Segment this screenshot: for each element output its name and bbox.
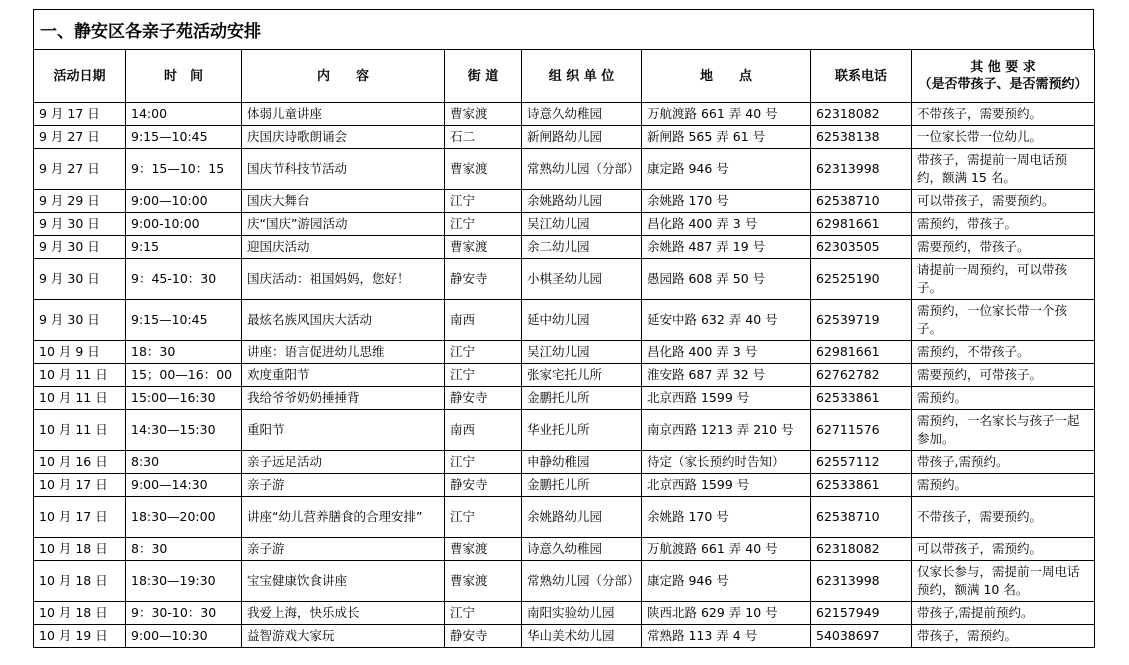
table-row	[34, 149, 1095, 190]
cell-other: 需预约，带孩子。	[912, 213, 1095, 236]
table-row	[34, 341, 1095, 364]
cell-phone: 62762782	[811, 364, 912, 387]
cell-content: 亲子游	[242, 474, 445, 497]
cell-other: 带孩子,需提前预约。	[912, 602, 1095, 625]
cell-other: 带孩子,需预约。	[912, 451, 1095, 474]
table-row	[34, 103, 1095, 126]
cell-street: 江宁	[445, 364, 522, 387]
cell-content: 我爱上海，快乐成长	[242, 602, 445, 625]
cell-street: 江宁	[445, 341, 522, 364]
cell-content: 我给爷爷奶奶捶捶背	[242, 387, 445, 410]
cell-street: 南西	[445, 300, 522, 341]
cell-other: 需预约。	[912, 474, 1095, 497]
cell-content: 讲座“幼儿营养膳食的合理安排”	[242, 497, 445, 538]
cell-street: 曹家渡	[445, 538, 522, 561]
cell-place: 昌化路 400 弄 3 号	[642, 341, 811, 364]
cell-phone: 62711576	[811, 410, 912, 451]
cell-street: 静安寺	[445, 474, 522, 497]
table-row	[34, 474, 1095, 497]
col-content: 内 容	[242, 50, 445, 103]
col-place: 地 点	[642, 50, 811, 103]
cell-content: 体弱儿童讲座	[242, 103, 445, 126]
cell-time: 8：30	[126, 538, 242, 561]
cell-content: 庆国庆诗歌朗诵会	[242, 126, 445, 149]
cell-place: 陕西北路 629 弄 10 号	[642, 602, 811, 625]
cell-time: 9:00-10:00	[126, 213, 242, 236]
cell-place: 北京西路 1599 号	[642, 474, 811, 497]
cell-phone: 62157949	[811, 602, 912, 625]
cell-street: 曹家渡	[445, 561, 522, 602]
cell-content: 迎国庆活动	[242, 236, 445, 259]
cell-date: 10 月 18 日	[34, 602, 126, 625]
cell-other: 一位家长带一位幼儿。	[912, 126, 1095, 149]
cell-org: 延中幼儿园	[522, 300, 642, 341]
cell-date: 9 月 30 日	[34, 259, 126, 300]
cell-other: 不带孩子，需要预约。	[912, 497, 1095, 538]
table-row	[34, 364, 1095, 387]
activity-table	[33, 49, 1095, 648]
cell-content: 庆“国庆”游园活动	[242, 213, 445, 236]
table-row	[34, 410, 1095, 451]
table-row	[34, 625, 1095, 648]
cell-time: 18:30—19:30	[126, 561, 242, 602]
section-title: 一、静安区各亲子苑活动安排	[33, 9, 1094, 49]
col-other-line2: （是否带孩子、是否需预约）	[918, 77, 1088, 92]
cell-org: 华山美术幼儿园	[522, 625, 642, 648]
cell-org: 申静幼稚园	[522, 451, 642, 474]
cell-place: 余姚路 487 弄 19 号	[642, 236, 811, 259]
cell-street: 静安寺	[445, 625, 522, 648]
cell-phone: 62981661	[811, 213, 912, 236]
cell-org: 张家宅托儿所	[522, 364, 642, 387]
cell-phone: 62533861	[811, 474, 912, 497]
header-row	[34, 50, 1095, 103]
cell-place: 常熟路 113 弄 4 号	[642, 625, 811, 648]
cell-other: 可以带孩子，需要预约。	[912, 190, 1095, 213]
cell-phone: 54038697	[811, 625, 912, 648]
cell-date: 9 月 27 日	[34, 126, 126, 149]
cell-phone: 62313998	[811, 561, 912, 602]
col-time: 时 间	[126, 50, 242, 103]
cell-date: 9 月 29 日	[34, 190, 126, 213]
cell-place: 余姚路 170 号	[642, 497, 811, 538]
cell-content: 欢度重阳节	[242, 364, 445, 387]
cell-place: 康定路 946 号	[642, 561, 811, 602]
cell-content: 重阳节	[242, 410, 445, 451]
cell-other: 仅家长参与，需提前一周电话预约，额满 10 名。	[912, 561, 1095, 602]
cell-other: 带孩子，需提前一周电话预约，额满 15 名。	[912, 149, 1095, 190]
cell-time: 8:30	[126, 451, 242, 474]
col-other-line1: 其 他 要 求	[970, 60, 1036, 75]
cell-time: 14:00	[126, 103, 242, 126]
cell-date: 10 月 11 日	[34, 387, 126, 410]
cell-other: 不带孩子，需要预约。	[912, 103, 1095, 126]
cell-time: 9:00—10:00	[126, 190, 242, 213]
cell-phone: 62539719	[811, 300, 912, 341]
cell-other: 可以带孩子，需预约。	[912, 538, 1095, 561]
cell-org: 南阳实验幼儿园	[522, 602, 642, 625]
cell-phone: 62525190	[811, 259, 912, 300]
cell-content: 国庆活动：祖国妈妈，您好！	[242, 259, 445, 300]
table-row	[34, 213, 1095, 236]
col-phone: 联系电话	[811, 50, 912, 103]
table-body	[34, 103, 1095, 648]
cell-date: 10 月 18 日	[34, 561, 126, 602]
cell-phone: 62538710	[811, 497, 912, 538]
cell-date: 10 月 17 日	[34, 497, 126, 538]
cell-other: 带孩子，需预约。	[912, 625, 1095, 648]
cell-content: 宝宝健康饮食讲座	[242, 561, 445, 602]
cell-phone: 62318082	[811, 538, 912, 561]
cell-street: 江宁	[445, 451, 522, 474]
table-row	[34, 538, 1095, 561]
cell-other: 需预约，一名家长与孩子一起参加。	[912, 410, 1095, 451]
cell-street: 曹家渡	[445, 103, 522, 126]
cell-time: 15:00—16:30	[126, 387, 242, 410]
table-row	[34, 236, 1095, 259]
cell-time: 9:15	[126, 236, 242, 259]
cell-other: 需要预约，带孩子。	[912, 236, 1095, 259]
cell-time: 9:00—10:30	[126, 625, 242, 648]
cell-date: 10 月 16 日	[34, 451, 126, 474]
cell-other: 请提前一周预约，可以带孩子。	[912, 259, 1095, 300]
cell-time: 9:15—10:45	[126, 126, 242, 149]
cell-content: 益智游戏大家玩	[242, 625, 445, 648]
cell-phone: 62318082	[811, 103, 912, 126]
cell-org: 余姚路幼儿园	[522, 190, 642, 213]
schedule-sheet	[33, 9, 1094, 648]
cell-org: 金鹏托儿所	[522, 474, 642, 497]
cell-date: 10 月 19 日	[34, 625, 126, 648]
cell-time: 9:15—10:45	[126, 300, 242, 341]
cell-org: 诗意久幼稚园	[522, 103, 642, 126]
cell-phone: 62557112	[811, 451, 912, 474]
cell-date: 9 月 30 日	[34, 213, 126, 236]
col-other	[912, 50, 1095, 103]
col-street: 街 道	[445, 50, 522, 103]
cell-content: 国庆大舞台	[242, 190, 445, 213]
table-row	[34, 497, 1095, 538]
cell-org: 小棋圣幼儿园	[522, 259, 642, 300]
cell-org: 吴江幼儿园	[522, 213, 642, 236]
cell-time: 18:30—20:00	[126, 497, 242, 538]
cell-org: 金鹏托儿所	[522, 387, 642, 410]
cell-phone: 62981661	[811, 341, 912, 364]
cell-date: 10 月 11 日	[34, 364, 126, 387]
cell-org: 余二幼儿园	[522, 236, 642, 259]
cell-date: 10 月 17 日	[34, 474, 126, 497]
cell-place: 康定路 946 号	[642, 149, 811, 190]
table-row	[34, 561, 1095, 602]
cell-phone: 62538710	[811, 190, 912, 213]
table-row	[34, 451, 1095, 474]
cell-org: 常熟幼儿园（分部）	[522, 561, 642, 602]
cell-org: 常熟幼儿园（分部）	[522, 149, 642, 190]
cell-place: 愚园路 608 弄 50 号	[642, 259, 811, 300]
cell-date: 10 月 18 日	[34, 538, 126, 561]
cell-org: 新闸路幼儿园	[522, 126, 642, 149]
cell-phone: 62303505	[811, 236, 912, 259]
cell-org: 吴江幼儿园	[522, 341, 642, 364]
cell-street: 南西	[445, 410, 522, 451]
cell-org: 华业托儿所	[522, 410, 642, 451]
cell-content: 最炫名族风国庆大活动	[242, 300, 445, 341]
cell-street: 江宁	[445, 190, 522, 213]
cell-street: 曹家渡	[445, 236, 522, 259]
cell-org: 余姚路幼儿园	[522, 497, 642, 538]
table-row	[34, 126, 1095, 149]
cell-date: 10 月 11 日	[34, 410, 126, 451]
cell-content: 亲子游	[242, 538, 445, 561]
cell-time: 9：30-10：30	[126, 602, 242, 625]
table-row	[34, 602, 1095, 625]
cell-place: 延安中路 632 弄 40 号	[642, 300, 811, 341]
cell-phone: 62533861	[811, 387, 912, 410]
cell-date: 9 月 27 日	[34, 149, 126, 190]
cell-other: 需预约。	[912, 387, 1095, 410]
cell-time: 9：15—10：15	[126, 149, 242, 190]
cell-street: 石二	[445, 126, 522, 149]
cell-date: 9 月 17 日	[34, 103, 126, 126]
cell-time: 18：30	[126, 341, 242, 364]
col-org: 组 织 单 位	[522, 50, 642, 103]
cell-time: 9：45-10：30	[126, 259, 242, 300]
cell-content: 讲座：语言促进幼儿思维	[242, 341, 445, 364]
cell-place: 昌化路 400 弄 3 号	[642, 213, 811, 236]
cell-street: 静安寺	[445, 387, 522, 410]
cell-place: 待定（家长预约时告知）	[642, 451, 811, 474]
cell-date: 9 月 30 日	[34, 236, 126, 259]
cell-place: 万航渡路 661 弄 40 号	[642, 103, 811, 126]
table-row	[34, 190, 1095, 213]
cell-place: 新闸路 565 弄 61 号	[642, 126, 811, 149]
cell-place: 万航渡路 661 弄 40 号	[642, 538, 811, 561]
cell-content: 亲子远足活动	[242, 451, 445, 474]
cell-other: 需预约，一位家长带一个孩子。	[912, 300, 1095, 341]
cell-place: 余姚路 170 号	[642, 190, 811, 213]
col-date: 活动日期	[34, 50, 126, 103]
cell-street: 江宁	[445, 602, 522, 625]
cell-phone: 62538138	[811, 126, 912, 149]
cell-place: 南京西路 1213 弄 210 号	[642, 410, 811, 451]
cell-street: 曹家渡	[445, 149, 522, 190]
cell-phone: 62313998	[811, 149, 912, 190]
cell-date: 9 月 30 日	[34, 300, 126, 341]
cell-other: 需预约，不带孩子。	[912, 341, 1095, 364]
cell-time: 15；00—16：00	[126, 364, 242, 387]
cell-time: 14:30—15:30	[126, 410, 242, 451]
cell-place: 北京西路 1599 号	[642, 387, 811, 410]
cell-street: 江宁	[445, 213, 522, 236]
cell-place: 淮安路 687 弄 32 号	[642, 364, 811, 387]
cell-street: 江宁	[445, 497, 522, 538]
cell-time: 9:00—14:30	[126, 474, 242, 497]
cell-content: 国庆节科技节活动	[242, 149, 445, 190]
cell-date: 10 月 9 日	[34, 341, 126, 364]
table-row	[34, 387, 1095, 410]
cell-other: 需要预约，可带孩子。	[912, 364, 1095, 387]
table-row	[34, 300, 1095, 341]
cell-street: 静安寺	[445, 259, 522, 300]
table-row	[34, 259, 1095, 300]
cell-org: 诗意久幼稚园	[522, 538, 642, 561]
